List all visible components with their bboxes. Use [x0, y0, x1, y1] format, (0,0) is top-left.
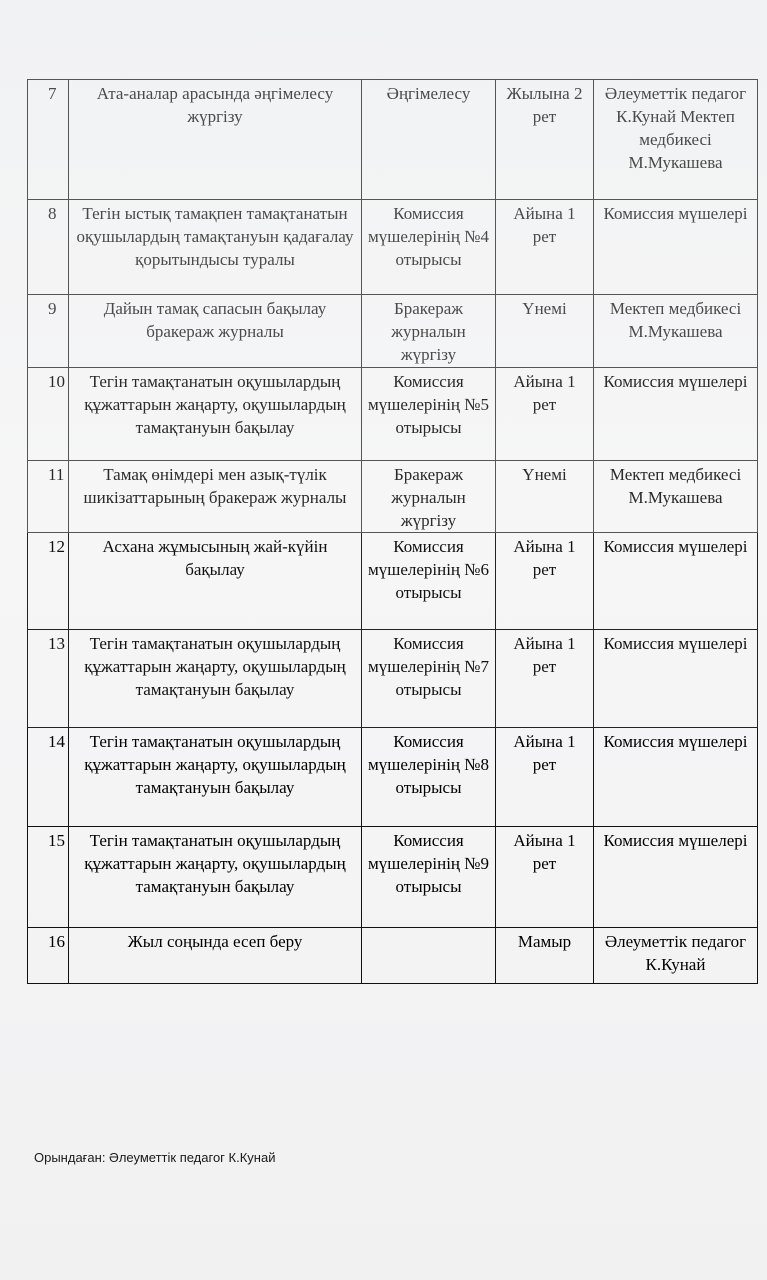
plan-table-body: [28, 80, 758, 984]
row-number: 7: [28, 80, 69, 200]
activity-cell: Дайын тамақ сапасын бақылау бракераж журналы: [69, 295, 362, 368]
responsible-cell: Комиссия мүшелері: [594, 200, 758, 295]
time-cell: Айына 1 рет: [496, 827, 594, 928]
form-cell: Комиссия мүшелерінің №4 отырысы: [362, 200, 496, 295]
time-cell: Айына 1 рет: [496, 200, 594, 295]
time-cell: Үнемі: [496, 295, 594, 368]
responsible-cell: Комиссия мүшелері: [594, 827, 758, 928]
table-row: [28, 827, 758, 928]
table-row: [28, 630, 758, 728]
table-row: [28, 728, 758, 827]
activity-cell: Тегін тамақтанатын оқушылардың құжаттарын жаңарту, оқушылардың тамақтануын бақылау: [69, 368, 362, 461]
responsible-cell: Мектеп медбикесі М.Мукашева: [594, 295, 758, 368]
form-cell: Комиссия мүшелерінің №8 отырысы: [362, 728, 496, 827]
time-cell: Айына 1 рет: [496, 368, 594, 461]
form-cell: [362, 928, 496, 984]
table-row: [28, 295, 758, 368]
time-cell: Мамыр: [496, 928, 594, 984]
table-row: [28, 200, 758, 295]
table-row: [28, 461, 758, 533]
activity-cell: Тегін тамақтанатын оқушылардың құжаттарын жаңарту, оқушылардың тамақтануын бақылау: [69, 728, 362, 827]
responsible-cell: Комиссия мүшелері: [594, 728, 758, 827]
table-row: [28, 533, 758, 630]
activity-cell: Асхана жұмысының жай-күйін бақылау: [69, 533, 362, 630]
responsible-cell: Әлеуметтік педагог К.Кунай Мектеп медбикесі М.Мукашева: [594, 80, 758, 200]
row-number: 11: [28, 461, 69, 533]
activity-cell: Тегін ыстық тамақпен тамақтанатын оқушылардың тамақтануын қадағалау қорытындысы туралы: [69, 200, 362, 295]
time-cell: Жылына 2 рет: [496, 80, 594, 200]
row-number: 15: [28, 827, 69, 928]
row-number: 9: [28, 295, 69, 368]
signature-line: Орындаған: Әлеуметтік педагог К.Кунай: [34, 1150, 276, 1165]
responsible-cell: Әлеуметтік педагог К.Кунай: [594, 928, 758, 984]
activity-cell: Жыл соңында есеп беру: [69, 928, 362, 984]
activity-cell: Тегін тамақтанатын оқушылардың құжаттарын жаңарту, оқушылардың тамақтануын бақылау: [69, 827, 362, 928]
table-row: [28, 80, 758, 200]
responsible-cell: Комиссия мүшелері: [594, 368, 758, 461]
row-number: 8: [28, 200, 69, 295]
form-cell: Бракераж журналын жүргізу: [362, 461, 496, 533]
row-number: 14: [28, 728, 69, 827]
time-cell: Үнемі: [496, 461, 594, 533]
table-row: [28, 368, 758, 461]
plan-table: [27, 79, 758, 984]
activity-cell: Тегін тамақтанатын оқушылардың құжаттарын жаңарту, оқушылардың тамақтануын бақылау: [69, 630, 362, 728]
form-cell: Әңгімелесу: [362, 80, 496, 200]
time-cell: Айына 1 рет: [496, 630, 594, 728]
table-row: [28, 928, 758, 984]
row-number: 16: [28, 928, 69, 984]
activity-cell: Тамақ өнімдері мен азық-түлік шикізаттарының бракераж журналы: [69, 461, 362, 533]
time-cell: Айына 1 рет: [496, 728, 594, 827]
form-cell: Комиссия мүшелерінің №7 отырысы: [362, 630, 496, 728]
responsible-cell: Комиссия мүшелері: [594, 630, 758, 728]
form-cell: Бракераж журналын жүргізу: [362, 295, 496, 368]
responsible-cell: Мектеп медбикесі М.Мукашева: [594, 461, 758, 533]
form-cell: Комиссия мүшелерінің №5 отырысы: [362, 368, 496, 461]
time-cell: Айына 1 рет: [496, 533, 594, 630]
row-number: 13: [28, 630, 69, 728]
form-cell: Комиссия мүшелерінің №9 отырысы: [362, 827, 496, 928]
responsible-cell: Комиссия мүшелері: [594, 533, 758, 630]
row-number: 12: [28, 533, 69, 630]
form-cell: Комиссия мүшелерінің №6 отырысы: [362, 533, 496, 630]
activity-cell: Ата-аналар арасында әңгімелесу жүргізу: [69, 80, 362, 200]
row-number: 10: [28, 368, 69, 461]
